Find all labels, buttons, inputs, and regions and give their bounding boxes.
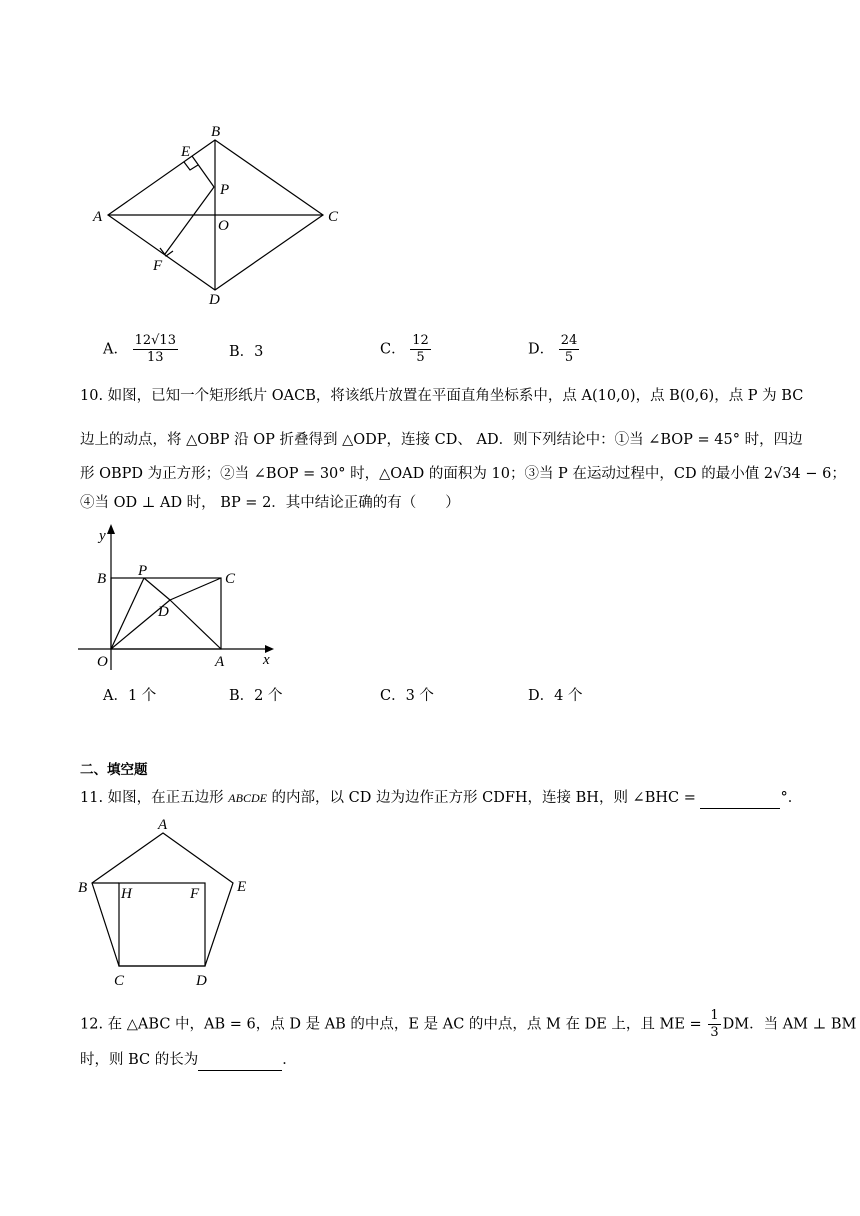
q9-option-c: C． $\frac{12}{5}$ [380,333,429,365]
q10-option-b: B．2 个 [229,688,283,704]
q11-answer-blank[interactable] [700,788,780,809]
label-o: O [97,654,108,670]
segment-pf [165,187,214,254]
label-e: E [181,144,191,160]
label-b: B [97,571,107,587]
q10-coordinate-figure [78,522,278,672]
q10-line-1: 10. 如图，已知一个矩形纸片 OACB，将该纸片放置在平面直角坐标系中，点 A(10,0)，点 B(0,6)，点 P 为 BC [80,388,804,404]
segment-op [111,578,144,649]
label-y: y [99,528,106,544]
q9-option-d: D． $\frac{24}{5}$ [528,333,578,365]
label-c: C [225,571,236,587]
label-p: P [138,563,148,579]
y-arrow [107,524,115,534]
label-o: O [218,218,229,234]
segment-pd [144,578,170,600]
label-h: H [121,886,132,902]
label-x: x [263,652,270,668]
label-a: A [215,654,225,670]
q12-line-2: 时，则 BC 的长为 ． [80,1050,297,1071]
label-c: C [328,209,339,225]
q12-answer-blank[interactable] [198,1050,282,1071]
label-d: D [209,292,220,308]
pentagon-abcde [92,833,233,966]
label-p: P [220,182,230,198]
section-title: 二、填空题 [80,762,148,778]
label-b: B [211,124,221,140]
q9-rhombus-figure [85,118,355,313]
segment-ep [192,156,214,187]
label-f: F [190,886,200,902]
q11-text: 11. 如图，在正五边形 ABCDE 的内部，以 CD 边为边作正方形 CDFH，连接 BH，则 ∠BHC = °． [80,788,802,809]
label-f: F [153,258,163,274]
label-d: D [158,604,169,620]
label-d: D [196,973,207,989]
q10-line-3: 形 OBPD 为正方形；②当 ∠BOP = 30° 时，△OAD 的面积为 10；③当 P 在运动过程中，CD 的最小值 2√34 − 6； [80,466,846,482]
q11-pentagon-figure [78,815,258,995]
label-c: C [114,973,125,989]
q9-option-a: A． $\frac{12√13}{13}$ [103,333,176,365]
segment-cd [170,578,221,600]
q10-option-d: D．4 个 [528,688,583,704]
q10-line-2: 边上的动点，将 △OBP 沿 OP 折叠得到 △ODP，连接 CD、 AD．则下列结论中：①当 ∠BOP = 45° 时，四边 [80,432,803,448]
label-a: A [158,817,168,833]
label-a: A [93,209,103,225]
segment-ad [170,600,221,649]
label-b: B [78,880,88,896]
q9-option-b: B．3 [229,344,264,360]
q10-line-4: ④当 OD ⊥ AD 时， BP = 2．其中结论正确的有（ ） [80,495,460,511]
q10-option-a: A．1 个 [103,688,157,704]
q10-option-c: C．3 个 [380,688,434,704]
label-e: E [237,879,247,895]
q12-line-1: 12. 在 △ABC 中，AB = 6，点 D 是 AB 的中点，E 是 AC 的中点，点 M 在 DE 上，且 ME = $\frac{1}{3}$ DM．当 AM ⊥ BM [80,1008,857,1040]
right-angle-e [184,162,198,170]
